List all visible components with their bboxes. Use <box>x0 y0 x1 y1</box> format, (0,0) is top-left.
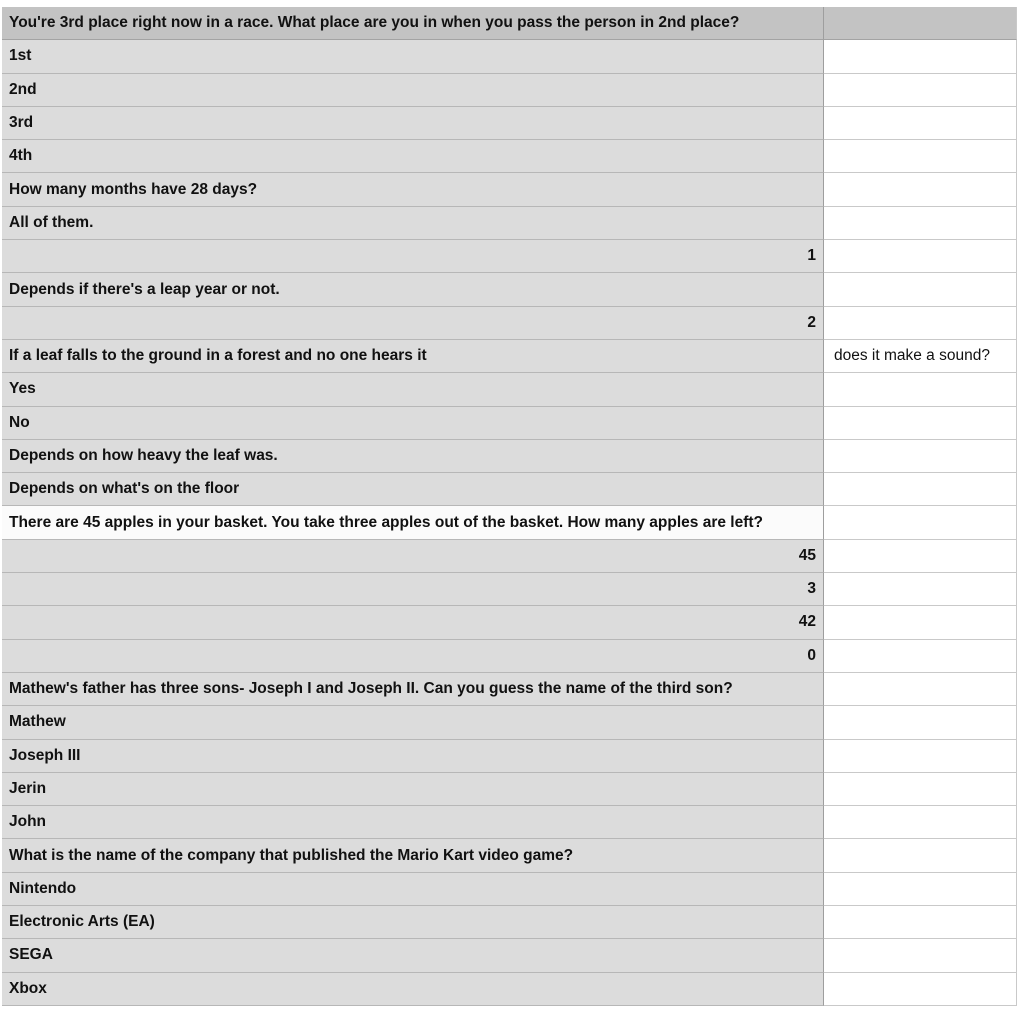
cell-b[interactable] <box>824 273 1017 306</box>
cell-b[interactable] <box>824 506 1017 539</box>
cell-a[interactable]: 42 <box>2 606 824 639</box>
table-row <box>2 873 1017 906</box>
cell-a[interactable]: 1 <box>2 240 824 273</box>
cell-b[interactable] <box>824 207 1017 240</box>
cell-a[interactable]: How many months have 28 days? <box>2 173 824 206</box>
cell-a[interactable]: All of them. <box>2 207 824 240</box>
cell-b[interactable] <box>824 606 1017 639</box>
cell-a[interactable]: 0 <box>2 640 824 673</box>
table-row <box>2 806 1017 839</box>
cell-a[interactable]: 45 <box>2 540 824 573</box>
cell-a[interactable]: Joseph III <box>2 740 824 773</box>
cell-a[interactable]: If a leaf falls to the ground in a forest and no one hears it <box>2 340 824 373</box>
table-row <box>2 140 1017 173</box>
cell-b[interactable] <box>824 40 1017 73</box>
table-row <box>2 340 1017 373</box>
table-row <box>2 506 1017 539</box>
table-row <box>2 40 1017 73</box>
cell-b[interactable] <box>824 873 1017 906</box>
cell-a[interactable]: Nintendo <box>2 873 824 906</box>
table-row <box>2 773 1017 806</box>
cell-b[interactable] <box>824 7 1017 40</box>
cell-b[interactable] <box>824 173 1017 206</box>
cell-b[interactable] <box>824 307 1017 340</box>
table-row <box>2 207 1017 240</box>
cell-a[interactable]: 2nd <box>2 74 824 107</box>
cell-a[interactable]: Depends on how heavy the leaf was. <box>2 440 824 473</box>
table-row <box>2 273 1017 306</box>
cell-b[interactable] <box>824 839 1017 872</box>
table-row <box>2 240 1017 273</box>
cell-b[interactable] <box>824 74 1017 107</box>
cell-a[interactable]: 4th <box>2 140 824 173</box>
cell-b[interactable] <box>824 573 1017 606</box>
table-row <box>2 407 1017 440</box>
cell-b[interactable] <box>824 773 1017 806</box>
cell-b[interactable] <box>824 973 1017 1006</box>
cell-a[interactable]: 3rd <box>2 107 824 140</box>
table-row <box>2 640 1017 673</box>
cell-b[interactable] <box>824 740 1017 773</box>
cell-a[interactable]: 3 <box>2 573 824 606</box>
cell-b[interactable] <box>824 473 1017 506</box>
table-row <box>2 107 1017 140</box>
table-row <box>2 839 1017 872</box>
cell-b[interactable] <box>824 440 1017 473</box>
table-row <box>2 740 1017 773</box>
table-row <box>2 973 1017 1006</box>
cell-b[interactable] <box>824 640 1017 673</box>
cell-b[interactable] <box>824 540 1017 573</box>
table-row <box>2 706 1017 739</box>
cell-a[interactable]: No <box>2 407 824 440</box>
cell-a[interactable]: Xbox <box>2 973 824 1006</box>
cell-a[interactable]: SEGA <box>2 939 824 972</box>
cell-a[interactable]: Jerin <box>2 773 824 806</box>
table-row <box>2 440 1017 473</box>
table-row <box>2 606 1017 639</box>
table-row <box>2 673 1017 706</box>
table-row <box>2 540 1017 573</box>
cell-b[interactable] <box>824 140 1017 173</box>
cell-b[interactable] <box>824 806 1017 839</box>
table-row <box>2 473 1017 506</box>
cell-b[interactable] <box>824 240 1017 273</box>
table-row <box>2 939 1017 972</box>
cell-a[interactable]: Mathew's father has three sons- Joseph I and Joseph II. Can you guess the name of the third son? <box>2 673 824 706</box>
cell-a[interactable]: You're 3rd place right now in a race. What place are you in when you pass the person in 2nd place? <box>2 7 824 40</box>
cell-b[interactable] <box>824 373 1017 406</box>
cell-a[interactable]: Depends if there's a leap year or not. <box>2 273 824 306</box>
table-row <box>2 74 1017 107</box>
cell-b[interactable] <box>824 407 1017 440</box>
cell-a[interactable]: Yes <box>2 373 824 406</box>
cell-b[interactable] <box>824 706 1017 739</box>
cell-b[interactable] <box>824 673 1017 706</box>
spreadsheet-grid <box>2 7 1017 1006</box>
cell-a[interactable]: Mathew <box>2 706 824 739</box>
header-row <box>2 7 1017 40</box>
cell-b[interactable] <box>824 906 1017 939</box>
table-row <box>2 373 1017 406</box>
cell-b[interactable] <box>824 939 1017 972</box>
cell-a[interactable]: Depends on what's on the floor <box>2 473 824 506</box>
cell-a[interactable]: Electronic Arts (EA) <box>2 906 824 939</box>
cell-a[interactable]: 1st <box>2 40 824 73</box>
table-row <box>2 573 1017 606</box>
cell-a[interactable]: What is the name of the company that published the Mario Kart video game? <box>2 839 824 872</box>
cell-a[interactable]: There are 45 apples in your basket. You take three apples out of the basket. How many apples are left? <box>2 506 824 539</box>
cell-b[interactable] <box>824 107 1017 140</box>
table-row <box>2 307 1017 340</box>
table-row <box>2 173 1017 206</box>
cell-b[interactable]: does it make a sound? <box>824 340 1017 373</box>
cell-a[interactable]: John <box>2 806 824 839</box>
table-row <box>2 906 1017 939</box>
cell-a[interactable]: 2 <box>2 307 824 340</box>
